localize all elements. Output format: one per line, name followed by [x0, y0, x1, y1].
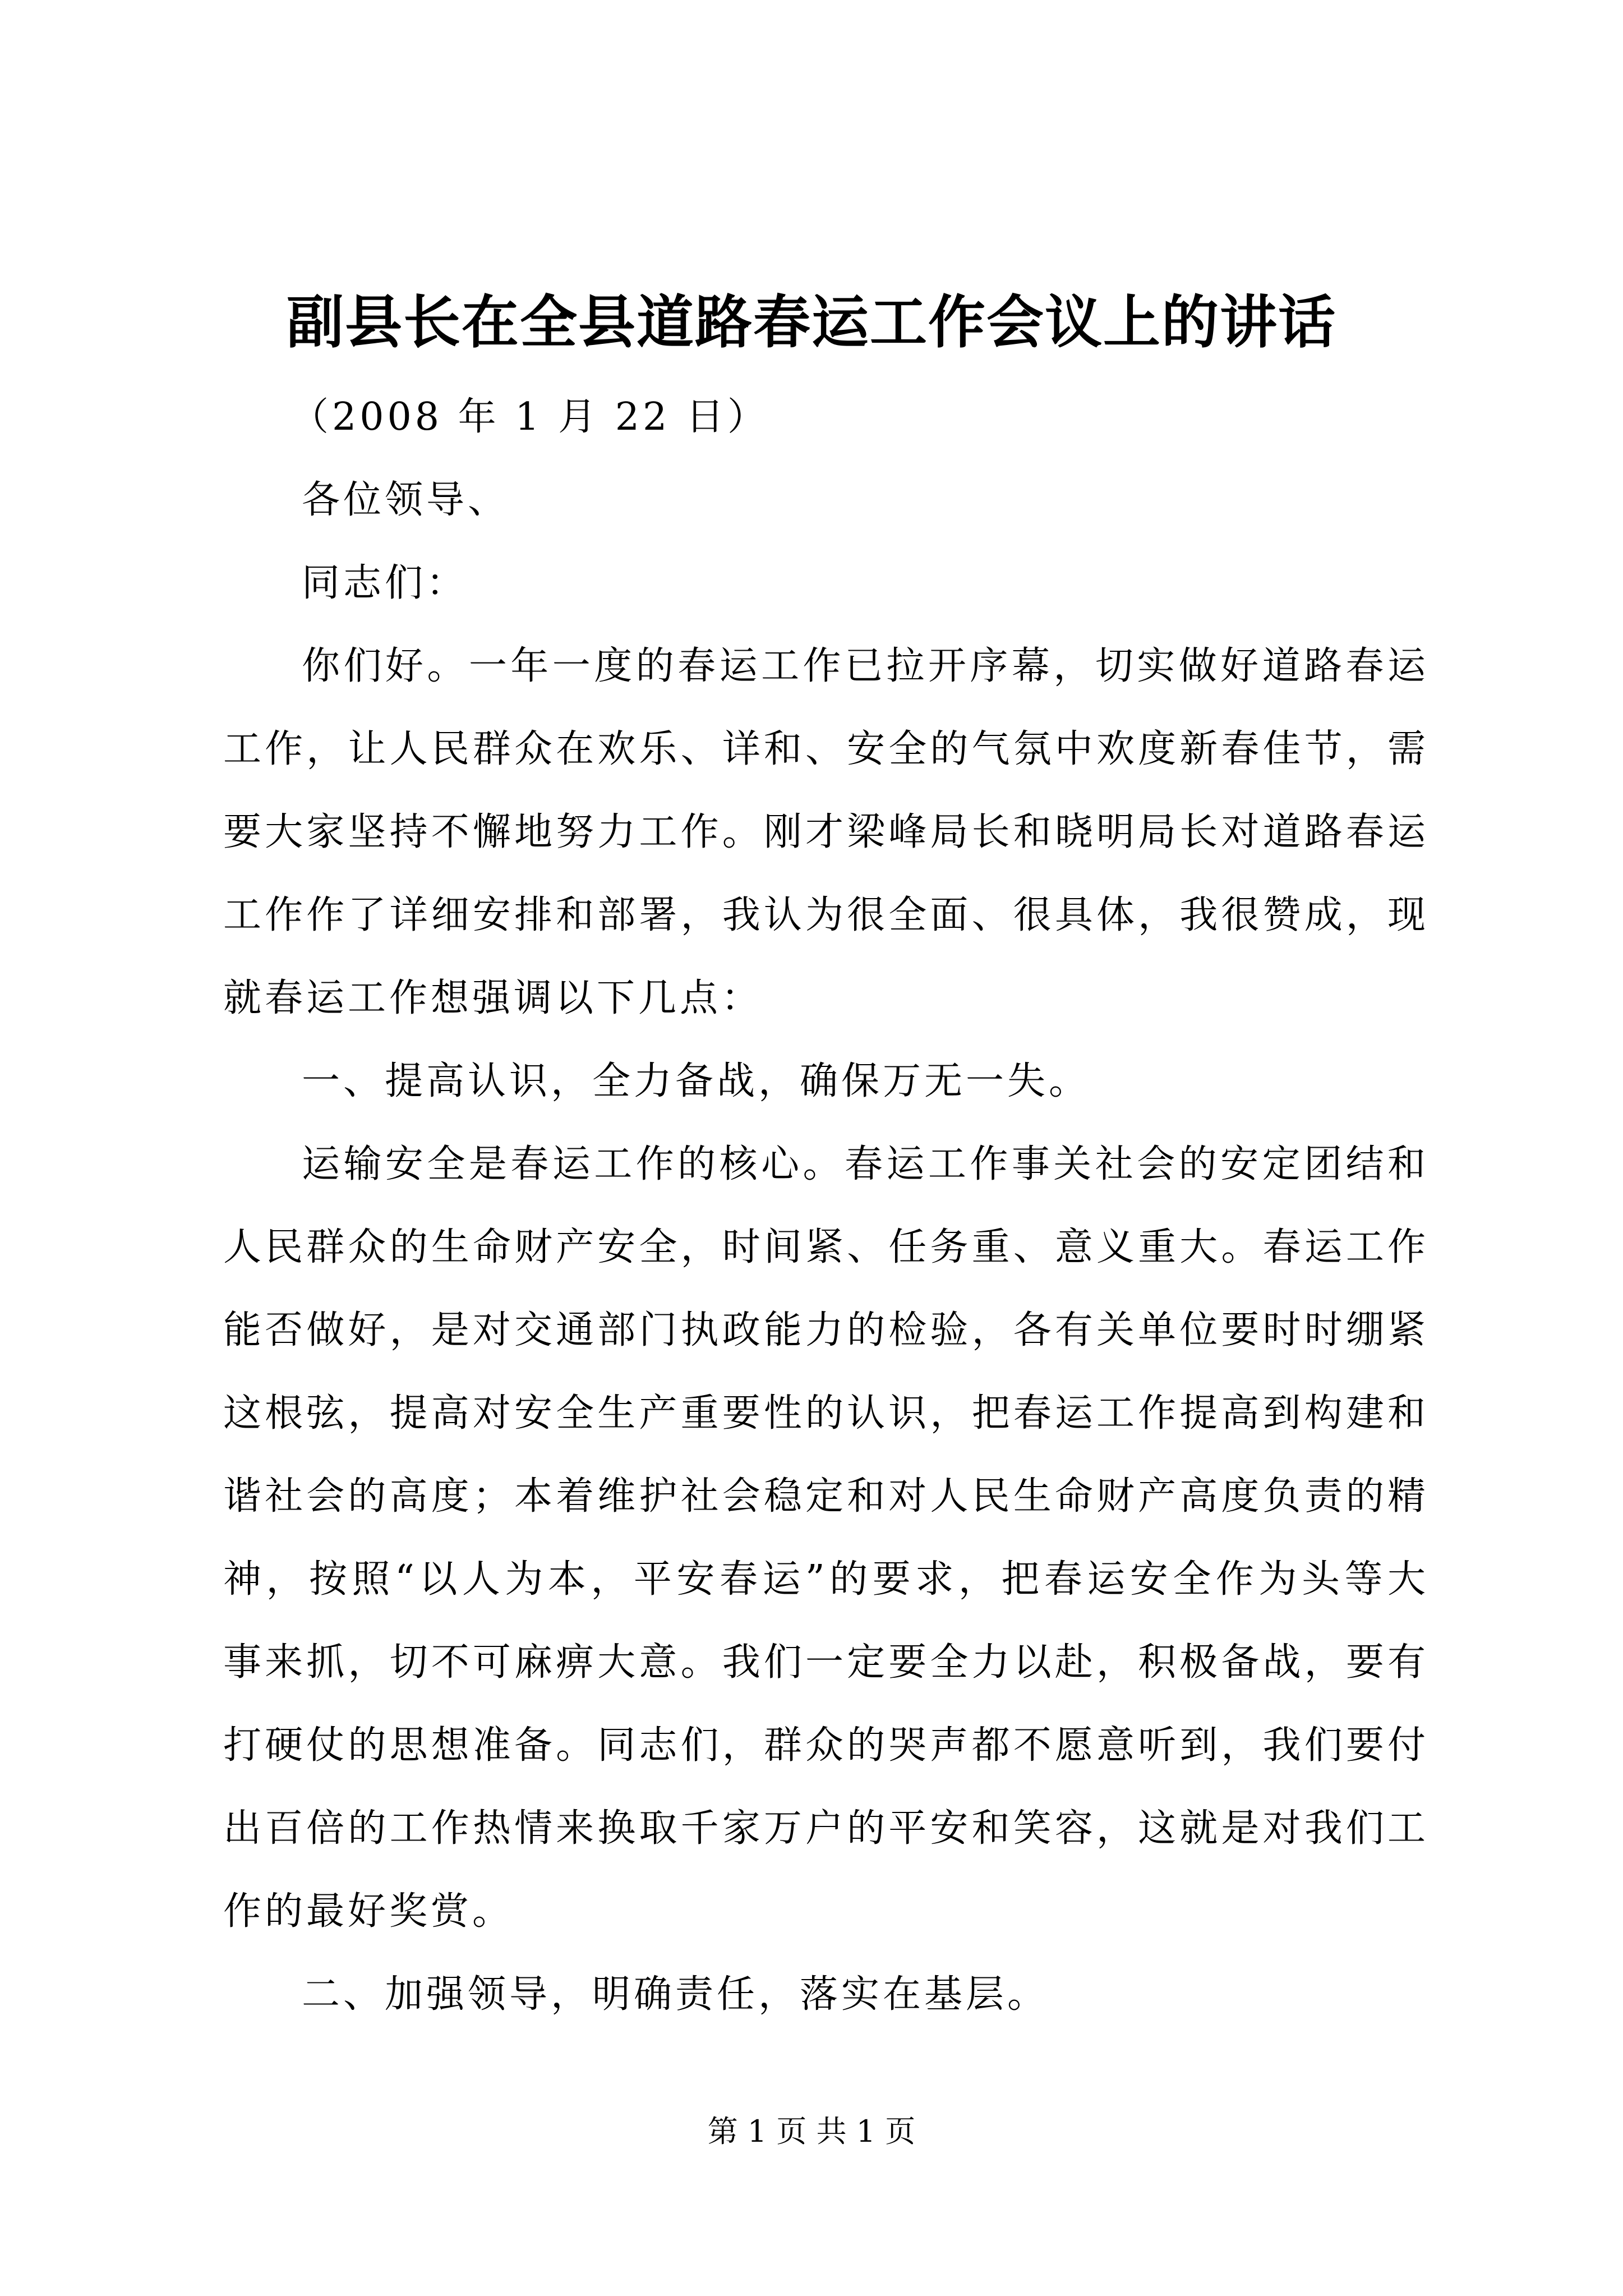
salutation-line-1: 各位领导、: [302, 478, 510, 522]
body-paragraph-opening: 你们好。一年一度的春运工作已拉开序幕，切实做好道路春运工作，让人民群众在欢乐、详和、安全的气氛中欢度新春佳节，需要大家坚持不懈地努力工作。刚才梁峰局长和晓明局长对道路春运工作作了详细安排和部署，我认为很全面、很具体，我很赞成，现就春运工作想强调以下几点：: [223, 644, 1429, 1020]
body-paragraph-safety: 运输安全是春运工作的核心。春运工作事关社会的安定团结和人民群众的生命财产安全，时间紧、任务重、意义重大。春运工作能否做好，是对交通部门执政能力的检验，各有关单位要时时绷紧这根弦，提高对安全生产重要性的认识，把春运工作提高到构建和谐社会的高度；本着维护社会稳定和对人民生命财产高度负责的精神，按照“以人为本，平安春运”的要求，把春运安全作为头等大事来抓，切不可麻痹大意。我们一定要全力以赴，积极备战，要有打硬仗的思想准备。同志们，群众的哭声都不愿意听到，我们要付出百倍的工作热情来换取千家万户的平安和笑容，这就是对我们工作的最好奖赏。: [223, 1142, 1429, 1934]
document-title: 副县长在全县道路春运工作会议上的讲话: [287, 289, 1336, 356]
salutation-line-2: 同志们：: [302, 561, 468, 605]
date-line: （2008 年 1 月 22 日）: [291, 395, 769, 439]
section-heading-2: 二、加强领导，明确责任，落实在基层。: [302, 1972, 1049, 2017]
document-body: [223, 376, 1429, 2036]
section-heading-1: 一、提高认识，全力备战，确保万无一失。: [302, 1059, 1091, 1103]
page-footer: 第 1 页 共 1 页: [707, 2114, 916, 2149]
